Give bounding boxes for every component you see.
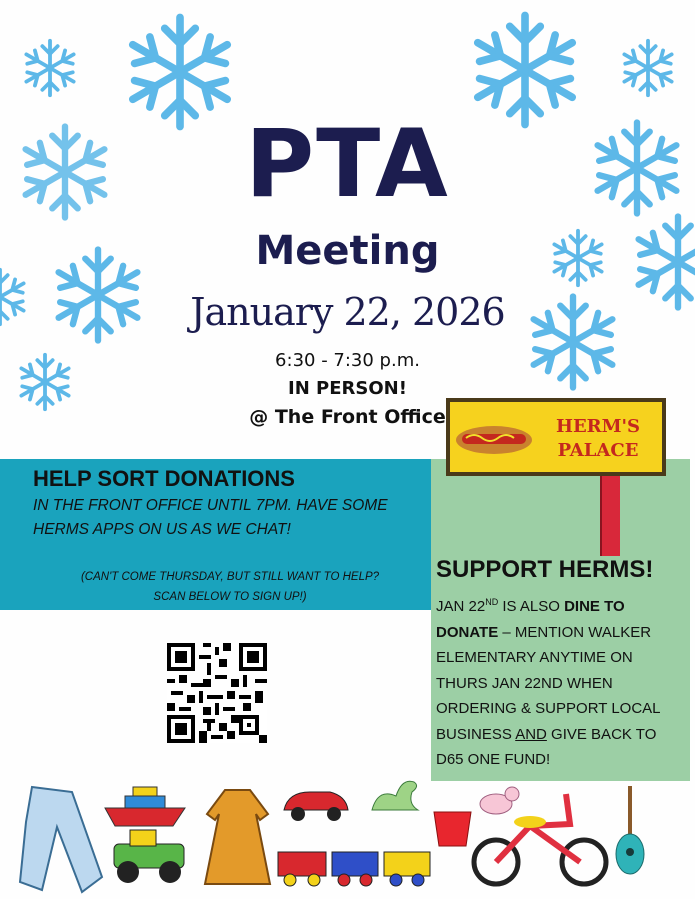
donations-heading: HELP SORT DONATIONS — [33, 466, 295, 491]
event-date: January 22, 2026 — [190, 290, 505, 334]
page-subtitle: Meeting — [255, 228, 440, 274]
event-time: 6:30 - 7:30 p.m. — [275, 350, 420, 371]
train-icon — [276, 838, 434, 888]
snowflake-icon — [110, 12, 250, 132]
qr-code[interactable] — [167, 643, 267, 743]
herms-date: JAN 22 — [436, 598, 486, 615]
event-mode: IN PERSON! — [288, 378, 407, 399]
donations-note-line1: (CAN'T COME THURSDAY, BUT STILL WANT TO HELP? — [80, 571, 380, 583]
snowflake-icon — [618, 38, 678, 98]
bicycle-icon — [470, 784, 610, 888]
herms-and: AND — [515, 725, 547, 743]
truck-icon — [108, 828, 190, 884]
bucket-icon — [430, 804, 475, 848]
herms-text — [436, 590, 686, 773]
herms-text-mid: IS ALSO — [498, 598, 565, 615]
donations-note-line2: SCAN BELOW TO SIGN UP!) — [153, 591, 307, 603]
herms-text-rest: – MENTION WALKER ELEMENTARY ANYTIME ON THURS JAN 22ND WHEN ORDERING & SUPPORT LOCAL BUSINESS — [436, 623, 660, 743]
boat-icon — [103, 784, 188, 829]
sign-text-line1: HERM'S — [555, 416, 641, 437]
donations-text: IN THE FRONT OFFICE UNTIL 7PM. HAVE SOME HERMS APPS ON US AS WE CHAT! — [33, 497, 388, 538]
car-icon — [280, 784, 352, 824]
guitar-icon — [612, 782, 648, 878]
herms-date-suffix: ND — [485, 597, 499, 607]
sign-pole — [600, 470, 620, 556]
herms-heading: SUPPORT HERMS! — [436, 556, 654, 583]
jeans-icon — [12, 782, 107, 897]
donations-note — [30, 567, 430, 607]
dress-icon — [200, 788, 275, 888]
dine-to-donate: DINE TO DONATE — [436, 598, 625, 641]
snowflake-icon — [455, 10, 595, 130]
herms-text-end: GIVE BACK TO D65 ONE FUND! — [436, 725, 657, 768]
page-title: PTA — [245, 110, 450, 219]
event-location: @ The Front Office — [249, 406, 446, 428]
dinosaur-icon — [368, 774, 423, 814]
snowflake-icon — [20, 38, 80, 98]
sign-text-line2: PALACE — [557, 440, 639, 461]
herms-palace-sign — [446, 398, 666, 476]
